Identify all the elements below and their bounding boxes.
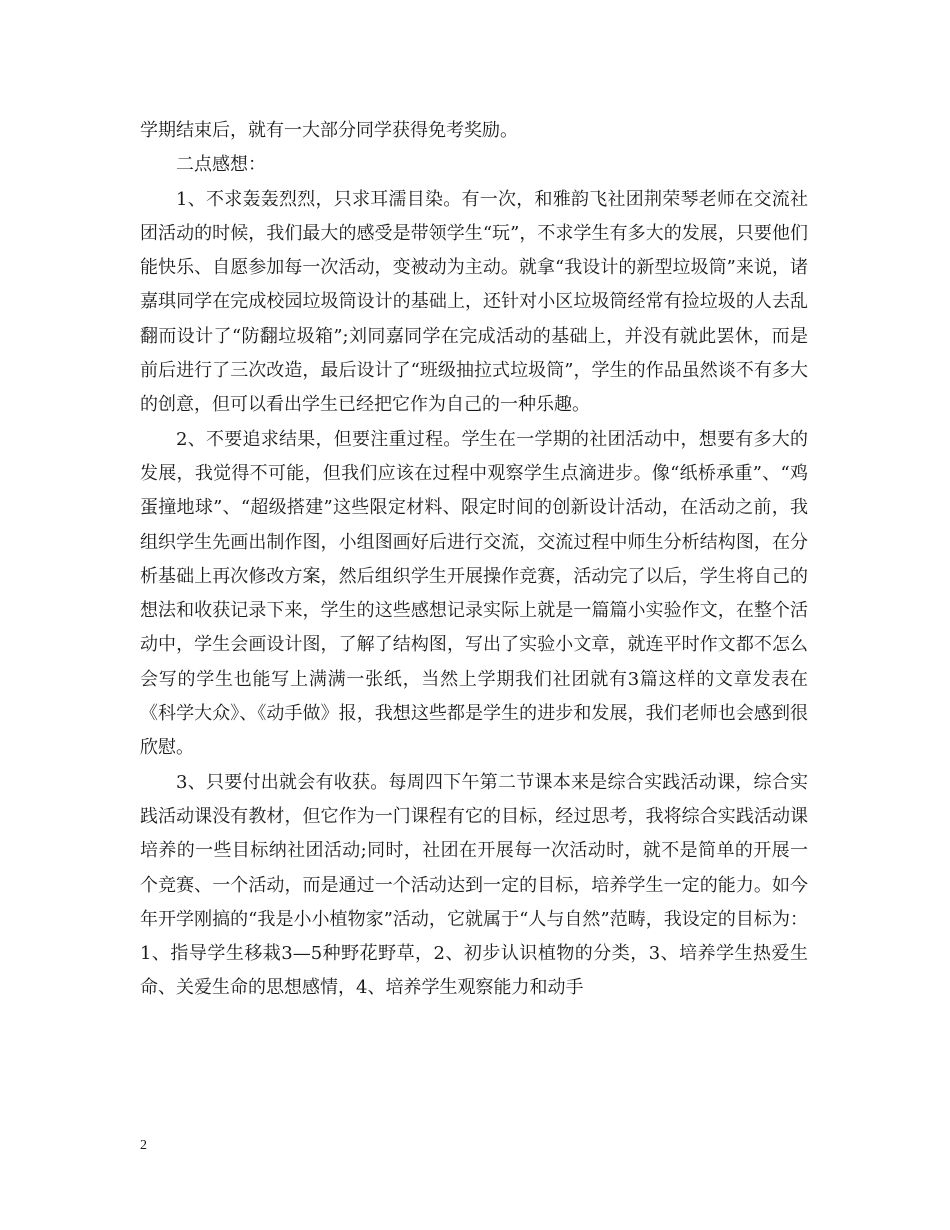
paragraph-section-heading: 二点感想：: [176, 154, 266, 176]
paragraph-point-2: 2、不要追求结果，但要注重过程。学生在一学期的社团活动中，想要有多大的发展，我觉得不可能，但我们应该在过程中观察学生点滴进步。像“纸桥承重”、“鸡蛋撞地球”、“超级搭建”这些限定材料、限定时间的创新设计活动，在活动之前，我组织学生先画出制作图，小组图画好后进行交流，交流过程中师生分析结构图，在分析基础上再次修改方案，然后组织学生开展操作竞赛，活动完了以后，学生将自己的想法和收获记录下来，学生的这些感想记录实际上就是一篇篇小实验作文，在整个活动中，学生会画设计图，了解了结构图，写出了实验小文章，就连平时作文都不怎么会写的学生也能写上满满一张纸，当然上学期我们社团就有3篇这样的文章发表在《科学大众》、《动手做》报，我想这些都是学生的进步和发展，我们老师也会感到很欣慰。: [140, 428, 808, 759]
paragraph-continuation: 学期结束后，就有一大部分同学获得免考奖励。: [140, 120, 518, 141]
body-text: [140, 114, 808, 1006]
page-number: 2: [140, 1138, 147, 1153]
paragraph-point-1: 1、不求轰轰烈烈，只求耳濡目染。有一次，和雅韵飞社团荆荣琴老师在交流社团活动的时候，我们最大的感受是带领学生“玩”，不求学生有多大的发展，只要他们能快乐、自愿参加每一次活动，变被动为主动。就拿“我设计的新型垃圾筒”来说，诸嘉琪同学在完成校园垃圾筒设计的基础上，还针对小区垃圾筒经常有捡垃圾的人去乱翻而设计了“防翻垃圾箱”;刘同嘉同学在完成活动的基础上，并没有就此罢休，而是前后进行了三次改造，最后设计了“班级抽拉式垃圾筒”，学生的作品虽然谈不有多大的创意，但可以看出学生已经把它作为自己的一种乐趣。: [140, 188, 808, 416]
paragraph-point-3: 3、只要付出就会有收获。每周四下午第二节课本来是综合实践活动课，综合实践活动课没有教材，但它作为一门课程有它的目标，经过思考，我将综合实践活动课培养的一些目标纳社团活动;同时，社团在开展每一次活动时，就不是简单的开展一个竞赛、一个活动，而是通过一个活动达到一定的目标，培养学生一定的能力。如今年开学刚搞的“我是小小植物家”活动，它就属于“人与自然”范畴，我设定的目标为：1、指导学生移栽3—5种野花野草，2、初步认识植物的分类，3、培养学生热爱生命、关爱生命的思想感情，4、培养学生观察能力和动手: [140, 771, 808, 999]
